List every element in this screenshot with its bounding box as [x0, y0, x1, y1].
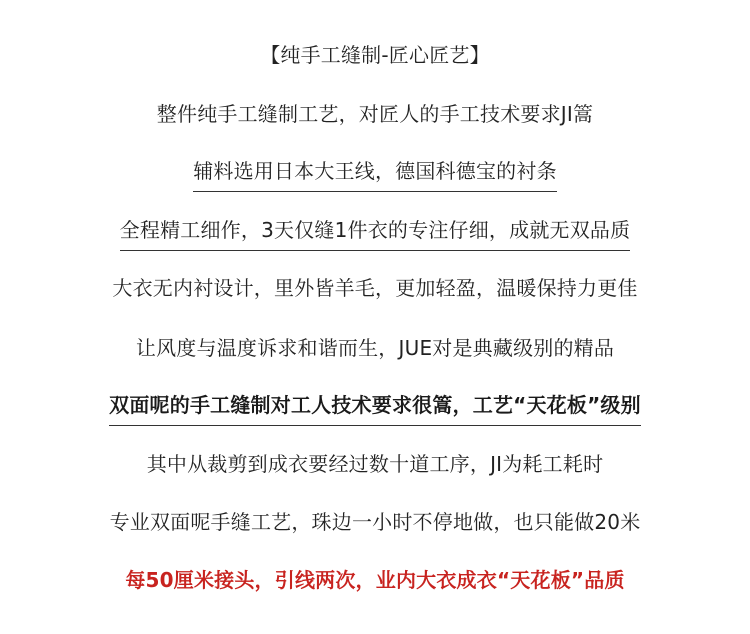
text-line-3: [0, 216, 750, 251]
text-line-5: [0, 334, 750, 362]
text-line-6-content: 双面呢的手工缝制对工人技术要求很篙，工艺“天花板”级别: [109, 391, 641, 426]
text-line-7: [0, 450, 750, 478]
text-line-9-content: 每50厘米接头，引线两次，业内大衣成衣“天花板”品质: [125, 568, 625, 592]
text-line-8-content: 专业双面呢手缝工艺，珠边一小时不停地做，也只能做20米: [109, 510, 641, 534]
text-line-7-content: 其中从裁剪到成衣要经过数十道工序，JI为耗工耗时: [146, 452, 604, 476]
heading-line: [0, 41, 750, 69]
text-line-8: [0, 508, 750, 536]
text-line-1: [0, 100, 750, 128]
text-line-2: [0, 157, 750, 192]
text-line-6-bold: [0, 391, 750, 426]
text-line-4: [0, 274, 750, 302]
text-line-4-content: 大衣无内衬设计，里外皆羊毛，更加轻盈，温暖保持力更佳: [112, 276, 638, 300]
text-line-2-content: 辅料选用日本大王线，德国科德宝的衬条: [193, 157, 557, 192]
text-line-3-content: 全程精工细作，3天仅缝1件衣的专注仔细，成就无双品质: [120, 216, 631, 251]
text-line-5-content: 让风度与温度诉求和谐而生，JUE对是典藏级别的精品: [135, 336, 615, 360]
text-line-1-content: 整件纯手工缝制工艺，对匠人的手工技术要求JI篙: [156, 102, 594, 126]
text-line-9-red: [0, 566, 750, 594]
heading-text: 【纯手工缝制-匠心匠艺】: [260, 43, 490, 67]
